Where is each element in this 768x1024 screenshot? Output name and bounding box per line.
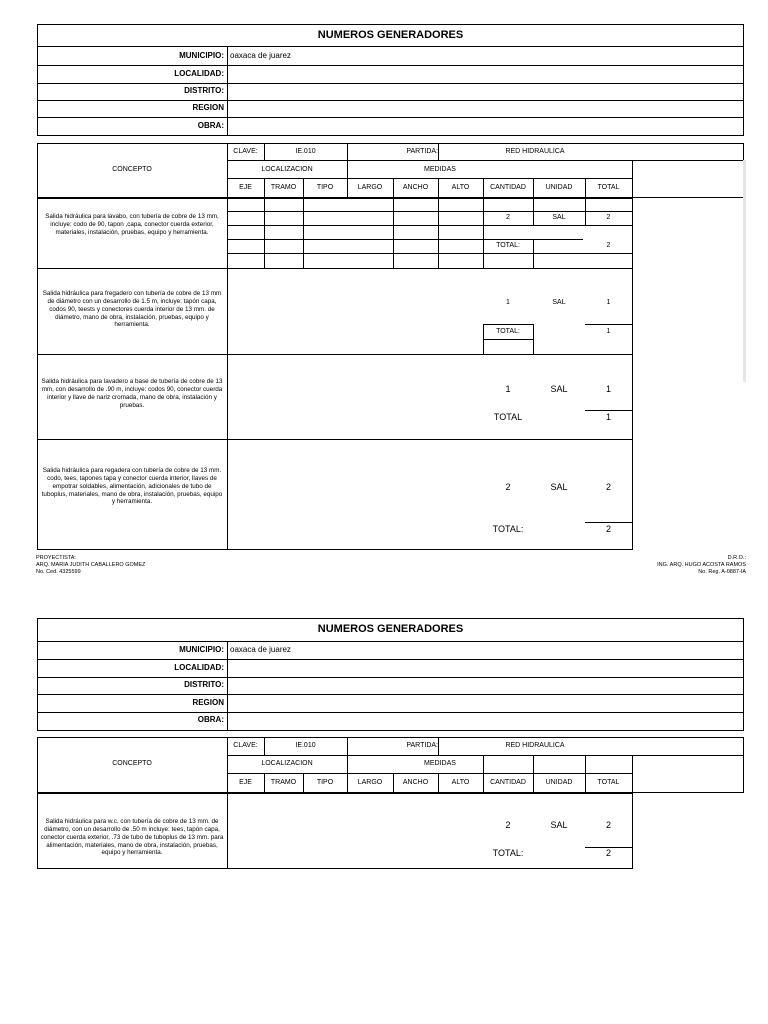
col-unidad: UNIDAD [545, 779, 573, 786]
title-divider [37, 641, 744, 642]
partida-value: RED HIDRAULICA [505, 742, 565, 749]
municipio-label: MUNICIPIO: [179, 645, 224, 654]
municipio-value: oaxaca de juarez [230, 51, 291, 60]
footer-left-line: No. Ced. 4325599 [36, 569, 81, 576]
clave-value: IE.010 [295, 148, 316, 155]
item-total: 1 [606, 299, 611, 306]
item-total: 1 [605, 384, 611, 394]
info-column-divider [227, 641, 228, 731]
item-unidad: SAL [550, 384, 568, 394]
obra-label: OBRA: [197, 715, 224, 724]
concepto-header: CONCEPTO [112, 166, 152, 173]
grid-col [264, 178, 265, 269]
municipio-label: MUNICIPIO: [179, 51, 224, 60]
col-ancho: ANCHO [402, 184, 429, 191]
item-cantidad: 1 [505, 384, 511, 394]
partida-label: PARTIDA: [406, 148, 438, 155]
footer-right-line: No. Reg. A-0887-IA [698, 569, 746, 576]
col-alto: ALTO [451, 184, 470, 191]
item-unidad: SAL [550, 820, 568, 830]
item-cantidad: 2 [506, 214, 510, 221]
item-description: Salida hidráulica para lavadero a base de tubería de cobre de 13 mm, con desarrollo de .90 m, incluye: codos 90, conector cuerda interior y llave de nariz cromada, mano de obra, instalación y pruebas. [41, 378, 223, 409]
header-divider [227, 178, 632, 179]
item-divider [37, 268, 633, 269]
page-title: NUMEROS GENERADORES [317, 29, 464, 41]
grid-row [483, 339, 533, 340]
item-total: 2 [606, 214, 611, 221]
col-tipo: TIPO [316, 779, 334, 786]
info-divider [37, 117, 744, 118]
header-divider [227, 160, 744, 161]
info-divider [37, 83, 744, 84]
grid-col [533, 755, 534, 793]
item-divider [37, 439, 633, 440]
clave-label: CLAVE: [233, 742, 258, 749]
item-total-label: TOTAL [493, 412, 523, 422]
item-cantidad: 2 [505, 482, 511, 492]
region-label: REGION [192, 103, 224, 112]
col-tramo: TRAMO [270, 779, 297, 786]
item-cantidad: 1 [506, 299, 510, 306]
item-total: 2 [605, 820, 611, 830]
info-divider [37, 659, 744, 660]
footer-right-line: D.R.O.: [727, 555, 746, 561]
col-ancho: ANCHO [402, 779, 429, 786]
item-divider [37, 354, 633, 355]
medidas-header: MEDIDAS [424, 166, 456, 173]
col-cantidad: CANTIDAD [490, 779, 526, 786]
grid-row [227, 211, 632, 212]
col-tipo: TIPO [316, 184, 334, 191]
item-grand-total: 2 [605, 848, 611, 858]
clave-label: CLAVE: [233, 148, 258, 155]
item-total-label: TOTAL: [492, 524, 524, 534]
region-label: REGION [192, 698, 224, 707]
item-grand-total: 1 [606, 328, 611, 335]
municipio-value: oaxaca de juarez [230, 645, 291, 654]
item-unidad: SAL [552, 214, 566, 221]
localidad-label: LOCALIDAD: [174, 69, 224, 78]
grid-row [227, 225, 632, 226]
distrito-label: DISTRITO: [184, 680, 224, 689]
item-cantidad: 2 [505, 820, 511, 830]
item-description: Salida hidráulica para fregadero con tubería de cobre de 13 mm de diámetro con un desarrollo de 1.5 m, incluye: tapón capa, codos 90, teests y conectores cuerda interior de 13 mm. de diámetro, mano de obra, instalación, pruebas, equipo y herramienta. [42, 290, 222, 329]
header-divider [227, 755, 744, 756]
info-divider [37, 694, 744, 695]
grid-col [227, 268, 228, 550]
grid-row [227, 253, 632, 254]
obra-label: OBRA: [197, 121, 224, 130]
col-alto: ALTO [451, 779, 470, 786]
header-divider [227, 773, 632, 774]
item-total-label: TOTAL: [496, 242, 520, 249]
concepto-header: CONCEPTO [112, 760, 152, 767]
info-divider [37, 65, 744, 66]
info-divider [37, 677, 744, 678]
col-eje: EJE [239, 779, 252, 786]
distrito-label: DISTRITO: [184, 86, 224, 95]
item-grand-total: 2 [605, 524, 611, 534]
footer-proyectista [36, 555, 236, 576]
col-unidad: UNIDAD [545, 184, 573, 191]
item-grand-total: 1 [605, 412, 611, 422]
grid-row [585, 410, 632, 411]
header-col [632, 755, 633, 793]
item-total-label: TOTAL: [496, 328, 520, 335]
localidad-label: LOCALIDAD: [174, 663, 224, 672]
item-description: Salida hidráulica para lavabo, con tubería de cobre de 13 mm, incluye: codo de 90, tapon ,capa, conector cuerda exterior, materiales, instalación, pruebas, equipo y herramienta. [45, 213, 219, 236]
grid-row [585, 522, 632, 523]
footer-right-line: ING. ARQ. HUGO ACOSTA RAMOS [657, 562, 746, 569]
footer-left-line: ARQ. MARIA JUDITH CABALLERO GOMEZ [36, 562, 146, 569]
item-total: 2 [605, 482, 611, 492]
localizacion-header: LOCALIZACION [261, 760, 313, 767]
info-divider [37, 100, 744, 101]
medidas-header: MEDIDAS [424, 760, 456, 767]
item-grand-total: 2 [606, 242, 611, 249]
col-eje: EJE [239, 184, 252, 191]
clave-value: IE.010 [295, 742, 316, 749]
col-cantidad: CANTIDAD [490, 184, 526, 191]
grid-col [438, 178, 439, 269]
footer-dro [546, 555, 746, 576]
item-unidad: SAL [552, 299, 566, 306]
sheet-scrollbar[interactable] [743, 160, 746, 382]
item-unidad: SAL [550, 482, 568, 492]
header-col [632, 160, 633, 198]
grid-col [483, 178, 484, 269]
partida-label: PARTIDA: [406, 742, 438, 749]
localizacion-header: LOCALIZACION [261, 166, 313, 173]
grid-col [533, 239, 534, 269]
col-total: TOTAL [597, 779, 620, 786]
col-total: TOTAL [597, 184, 620, 191]
page-title: NUMEROS GENERADORES [317, 623, 464, 635]
title-divider [37, 46, 744, 47]
grid-col [393, 178, 394, 269]
info-divider [37, 712, 744, 713]
partida-value: RED HIDRAULICA [505, 148, 565, 155]
col-largo: LARGO [357, 779, 383, 786]
item-description: Salida hidráulica para regadera con tubería de cobre de 13 mm. codo, tees, tapones tapa y conector cuerda interior, llaves de empotrar soldables, alimentación, adicionales de tubo de tuboplus, materiales, mano de obra, instalación, pruebas, equipo y herramienta. [41, 467, 223, 506]
grid-row [585, 324, 632, 325]
header-col [347, 737, 348, 755]
item-description: Salida hidráulica para w.c. con tubería de cobre de 13 mm. de diámetro, con un desarrollo de .50 m incluye: tees, tapón capa, conector cuerda exterior, .73 de tubo de tuboplus de 13 mm. para alimentación, materiales, mano de obra, instalación, pruebas, equipo y herramienta. [40, 818, 224, 857]
header-col [347, 143, 348, 160]
item-total-label: TOTAL: [492, 848, 524, 858]
info-column-divider [227, 46, 228, 136]
grid-row [227, 239, 583, 240]
grid-col [585, 755, 586, 793]
grid-col [303, 178, 304, 269]
col-tramo: TRAMO [270, 184, 297, 191]
col-largo: LARGO [357, 184, 383, 191]
footer-left-line: PROYECTISTA: [36, 555, 76, 561]
